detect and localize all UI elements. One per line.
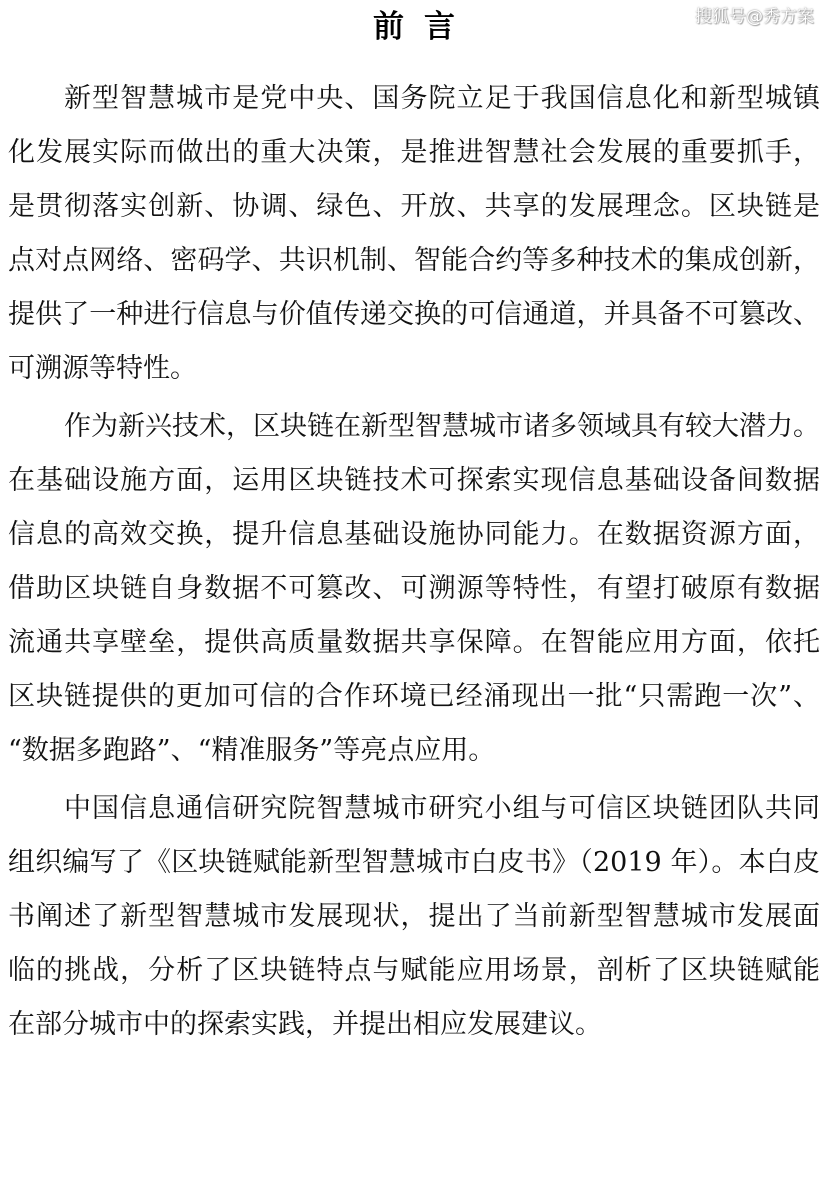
text-line: 点对点网络、密码学、共识机制、智能合约等多种技术的集成创新， — [8, 245, 820, 276]
text-line: 提供了一种进行信息与价值传递交换的可信通道，并具备不可篡改、 — [8, 299, 820, 330]
text-line: 书阐述了新型智慧城市发展现状，提出了当前新型智慧城市发展面 — [8, 901, 820, 932]
text-line: 流通共享壁垒，提供高质量数据共享保障。在智能应用方面，依托 — [8, 627, 820, 658]
text-line: 作为新兴技术，区块链在新型智慧城市诸多领域具有较大潜力。 — [64, 411, 820, 442]
text-line: 在基础设施方面，运用区块链技术可探索实现信息基础设备间数据 — [8, 465, 820, 496]
text-line: 在部分城市中的探索实践，并提出相应发展建议。 — [8, 1009, 602, 1040]
page-title: 前言 — [373, 9, 475, 45]
text-line: 临的挑战，分析了区块链特点与赋能应用场景，剖析了区块链赋能 — [8, 955, 820, 986]
text-line: 组织编写了《区块链赋能新型智慧城市白皮书》（2019 年）。本白皮 — [8, 847, 820, 878]
paragraph-1 — [8, 72, 820, 396]
text-line: 化发展实际而做出的重大决策，是推进智慧社会发展的重要抓手， — [8, 137, 820, 168]
text-line: 中国信息通信研究院智慧城市研究小组与可信区块链团队共同 — [64, 793, 820, 824]
text-line: 区块链提供的更加可信的合作环境已经涌现出一批“只需跑一次”、 — [8, 681, 820, 712]
watermark: 搜狐号@秀方案 — [695, 7, 814, 27]
body-text — [8, 72, 820, 1052]
text-line: 新型智慧城市是党中央、国务院立足于我国信息化和新型城镇 — [64, 83, 820, 114]
text-line: “数据多跑路”、“精准服务”等亮点应用。 — [8, 735, 496, 766]
paragraph-3 — [8, 782, 820, 1052]
paragraph-2 — [8, 400, 820, 778]
text-line: 借助区块链自身数据不可篡改、可溯源等特性，有望打破原有数据 — [8, 573, 820, 604]
text-line: 可溯源等特性。 — [8, 353, 197, 384]
text-line: 信息的高效交换，提升信息基础设施协同能力。在数据资源方面， — [8, 519, 820, 550]
text-line: 是贯彻落实创新、协调、绿色、开放、共享的发展理念。区块链是 — [8, 191, 820, 222]
